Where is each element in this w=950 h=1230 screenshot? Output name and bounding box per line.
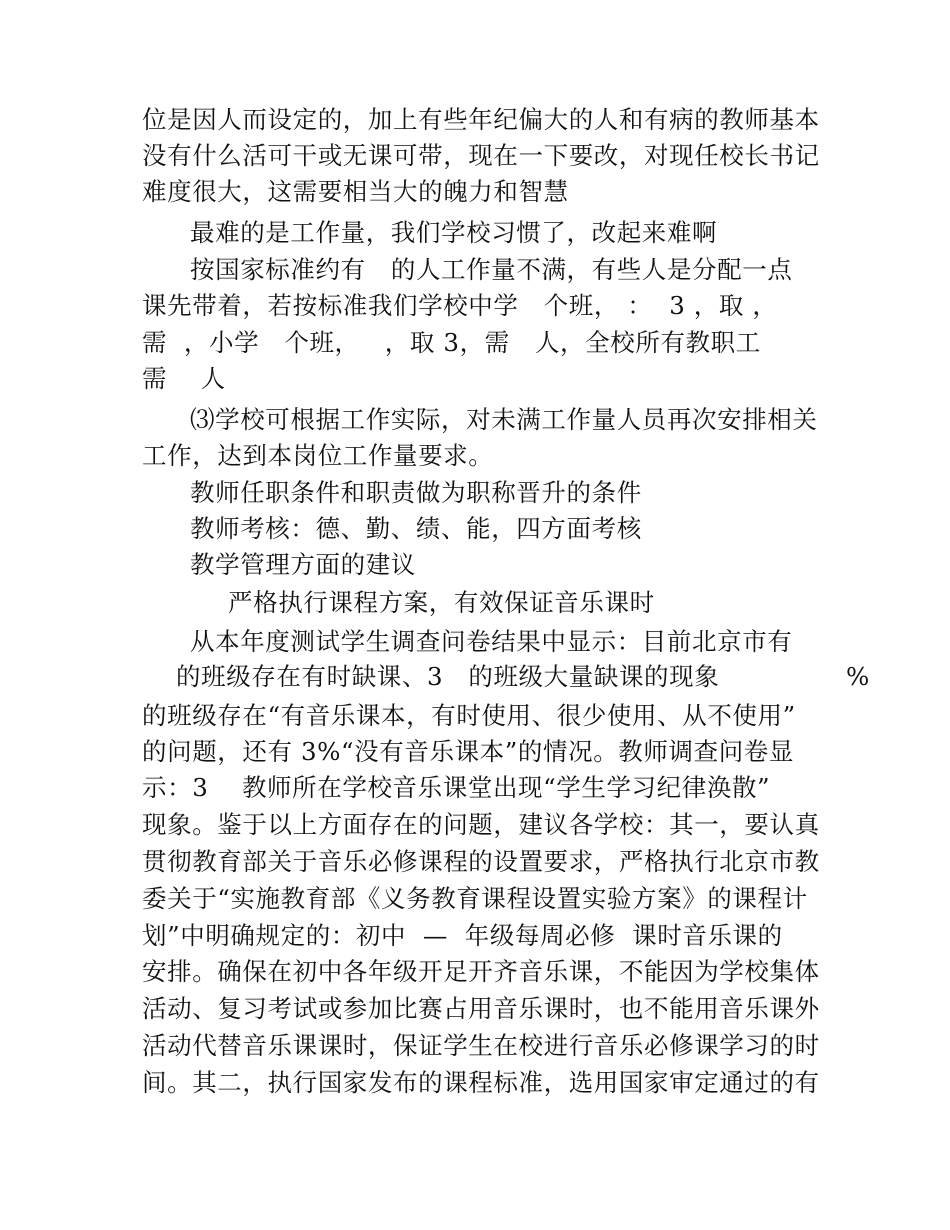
text-line: 活动、复习考试或参加比赛占用音乐课时，也不能用音乐课外 (142, 994, 820, 1023)
text-line: 示：3 教师所在学校音乐课堂出现“学生学习纪律涣散” (142, 773, 771, 802)
text-line: 从本年度测试学生调查问卷结果中显示：目前北京市有 (190, 627, 793, 656)
text-line: 教师任职条件和职责做为职称晋升的条件 (190, 478, 642, 507)
text-line: 位是因人而设定的，加上有些年纪偏大的人和有病的教师基本 (142, 105, 820, 134)
text-line: 需 ，小学 个班， ，取 3，需 人，全校所有教职工 (142, 328, 761, 357)
text-line: 现象。鉴于以上方面存在的问题，建议各学校：其一，要认真 (142, 810, 820, 839)
text-line: 需 人 (142, 364, 226, 393)
text-line: 活动代替音乐课课时，保证学生在校进行音乐必修课学习的时 (142, 1031, 820, 1060)
text-line: 间。其二，执行国家发布的课程标准，选用国家审定通过的有 (142, 1068, 820, 1097)
text-line: 贯彻教育部关于音乐必修课程的设置要求，严格执行北京市教 (142, 847, 820, 876)
text-line: 的班级存在有时缺课、3 的班级大量缺课的现象 (176, 662, 720, 691)
text-line: 没有什么活可干或无课可带，现在一下要改，对现任校长书记 (142, 141, 820, 170)
text-line: 课先带着，若按标准我们学校中学 个班， ： 3 ，取 ， (142, 291, 778, 320)
text-line: 工作，达到本岗位工作量要求。 (142, 441, 494, 470)
text-line: 安排。确保在初中各年级开足开齐音乐课，不能因为学校集体 (142, 957, 820, 986)
text-line: 严格执行课程方案，有效保证音乐课时 (228, 588, 655, 617)
text-line: 按国家标准约有 的人工作量不满，有些人是分配一点 (190, 255, 793, 284)
percent-mark: % (846, 662, 870, 691)
text-line: 的问题，还有 3%“没有音乐课本”的情况。教师调查问卷显 (142, 737, 795, 766)
text-line: 划”中明确规定的：初中 — 年级每周必修 课时音乐课的 (142, 921, 783, 950)
text-line: 委关于“实施教育部《义务教育课程设置实验方案》的课程计 (142, 884, 808, 913)
text-line: 的班级存在“有音乐课本，有时使用、很少使用、从不使用” (142, 701, 796, 730)
text-line: 教学管理方面的建议 (190, 550, 416, 579)
text-line: 最难的是工作量，我们学校习惯了，改起来难啊 (190, 218, 718, 247)
text-line: 教师考核：德、勤、绩、能，四方面考核 (190, 514, 642, 543)
text-line: 难度很大，这需要相当大的魄力和智慧 (142, 177, 569, 206)
text-line: ⑶学校可根据工作实际，对未满工作量人员再次安排相关 (190, 405, 818, 434)
